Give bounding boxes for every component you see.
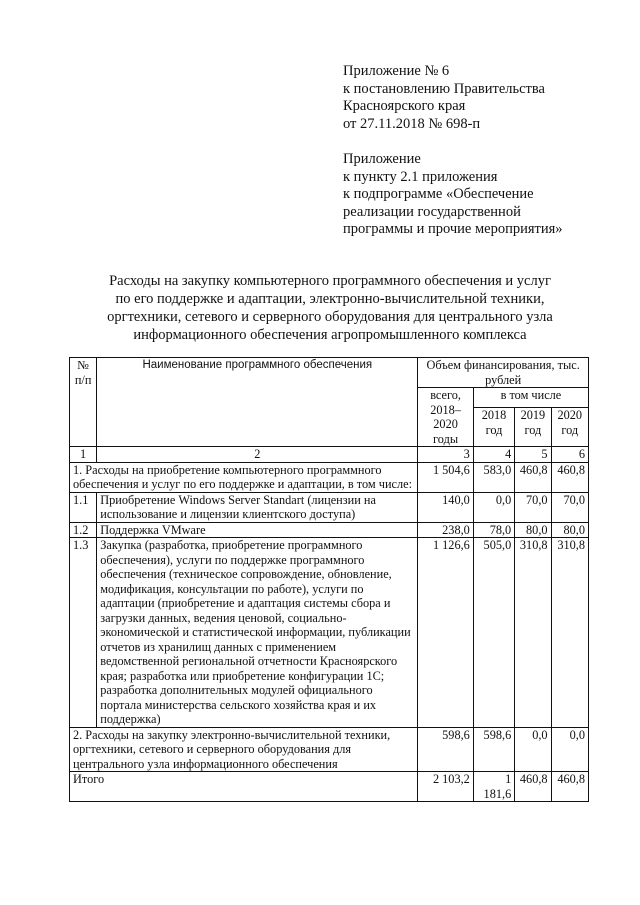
row-no: 1.2: [70, 522, 97, 538]
expenses-table: [69, 357, 589, 802]
row-2019: 460,8: [515, 772, 551, 802]
row-2020: 0,0: [551, 727, 588, 772]
row-2018: 0,0: [473, 492, 514, 522]
total-row: [70, 772, 589, 802]
row-total: 2 103,2: [418, 772, 474, 802]
header-2020: 2020 год: [551, 408, 588, 447]
appendix-main-line: Приложение № 6: [343, 63, 450, 79]
header-funding: Объем финансирования, тыс. рублей: [418, 358, 589, 388]
appendix-main-line: от 27.11.2018 № 698-п: [343, 115, 481, 132]
column-number: 3: [418, 447, 474, 463]
appendix-sub-block: [343, 151, 623, 239]
column-number-row: [70, 447, 589, 463]
table-row: [70, 492, 589, 522]
header-including: в том числе: [473, 388, 588, 408]
row-total: 598,6: [418, 727, 474, 772]
row-2020: 80,0: [551, 522, 588, 538]
row-2018: 78,0: [473, 522, 514, 538]
title-line: Расходы на закупку компьютерного программного обеспечения и услуг: [109, 273, 551, 289]
appendix-sub-line: к подпрограмме «Обеспечение: [343, 186, 534, 202]
row-total: 140,0: [418, 492, 474, 522]
document-title: [40, 272, 620, 344]
row-2020: 460,8: [551, 462, 588, 492]
header-2019: 2019 год: [515, 408, 551, 447]
row-name: Итого: [70, 772, 418, 802]
row-no: 1.3: [70, 538, 97, 728]
row-name: Приобретение Windows Server Standart (лицензии на использование и лицензии клиентского доступа): [97, 492, 418, 522]
column-number: 2: [97, 447, 418, 463]
column-number: 6: [551, 447, 588, 463]
appendix-main-line: Красноярского края: [343, 98, 466, 114]
title-line: по его поддержке и адаптации, электронно-вычислительной техники,: [115, 291, 545, 307]
row-2019: 310,8: [515, 538, 551, 728]
row-name: Закупка (разработка, приобретение программного обеспечения), услуги по поддержке программного обеспечения (техническое сопровождение, обновление, модификация, консультации по работе), услуги по адаптации (приобретение и адаптация системы сбора и загрузки данных, ведения ценовой, социально-экономической и статистической информации, публикации отчетов из хранилищ данных с применением ведомственной региональной отчетности Красноярского края; разработка или приобретение конфигурации 1С; разработка дополнительных модулей официального портала министерства сельского хозяйства края и их поддержка): [97, 538, 418, 728]
appendix-sub-line: Приложение: [343, 151, 421, 167]
column-number: 4: [473, 447, 514, 463]
row-2018: 1 181,6: [473, 772, 514, 802]
row-total: 1 504,6: [418, 462, 474, 492]
row-2019: 70,0: [515, 492, 551, 522]
row-2019: 0,0: [515, 727, 551, 772]
header-row: [70, 358, 589, 388]
column-number: 5: [515, 447, 551, 463]
appendix-sub-line: реализации государственной: [343, 203, 521, 220]
appendix-sub-line: программы и прочие мероприятия»: [343, 221, 563, 237]
row-2020: 70,0: [551, 492, 588, 522]
table-row: [70, 727, 589, 772]
row-2020: 310,8: [551, 538, 588, 728]
header-2018: 2018 год: [473, 408, 514, 447]
row-name: Поддержка VMware: [97, 522, 418, 538]
header-total: всего, 2018–2020 годы: [418, 388, 474, 447]
title-line: информационного обеспечения агропромышленного комплекса: [133, 327, 527, 343]
appendix-sub-line: к пункту 2.1 приложения: [343, 168, 498, 185]
row-2020: 460,8: [551, 772, 588, 802]
appendix-main-line: к постановлению Правительства: [343, 80, 545, 97]
column-number: 1: [70, 447, 97, 463]
row-no: 1.1: [70, 492, 97, 522]
row-total: 238,0: [418, 522, 474, 538]
table-row: [70, 538, 589, 728]
header-name: Наименование программного обеспечения: [97, 358, 418, 447]
row-total: 1 126,6: [418, 538, 474, 728]
row-name: 2. Расходы на закупку электронно-вычислительной техники, оргтехники, сетевого и серверного оборудования для центрального узла информационного обеспечения: [70, 727, 418, 772]
table-row: [70, 522, 589, 538]
row-name: 1. Расходы на приобретение компьютерного программного обеспечения и услуг по его поддержке и адаптации, в том числе:: [70, 462, 418, 492]
row-2019: 460,8: [515, 462, 551, 492]
row-2019: 80,0: [515, 522, 551, 538]
header-no: № п/п: [70, 358, 97, 447]
row-2018: 598,6: [473, 727, 514, 772]
title-line: оргтехники, сетевого и серверного оборудования для центрального узла: [107, 309, 553, 325]
appendix-main-block: [343, 63, 623, 133]
table-row: [70, 462, 589, 492]
row-2018: 505,0: [473, 538, 514, 728]
row-2018: 583,0: [473, 462, 514, 492]
